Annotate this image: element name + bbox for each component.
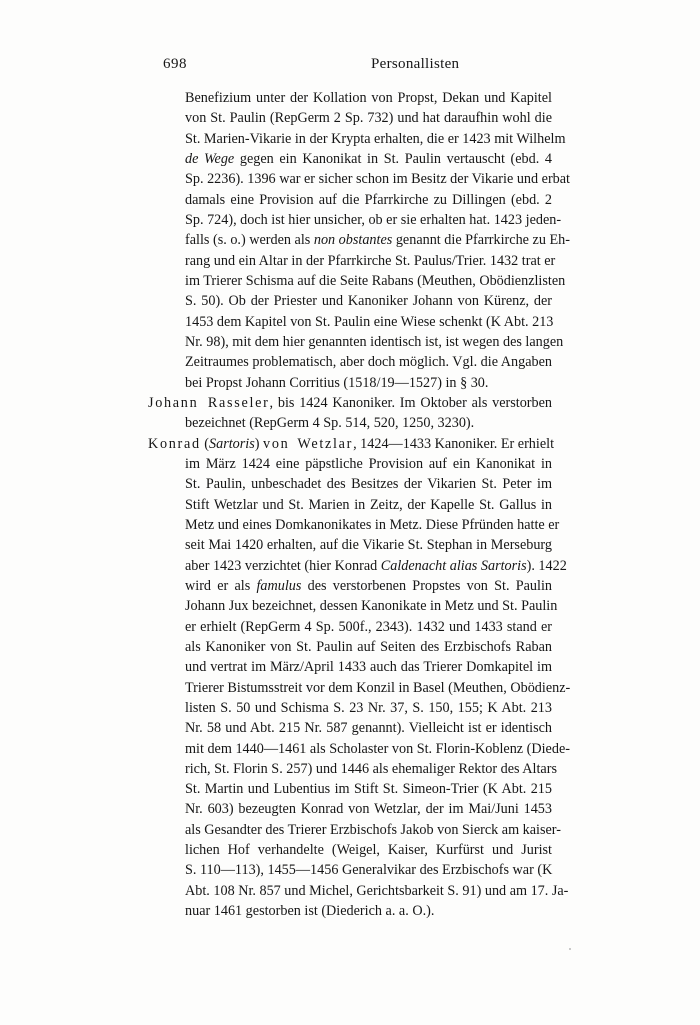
text-segment: Nr. 98), mit dem hier genannten identisch ist, ist wegen des langen xyxy=(185,333,564,350)
entry-name: von Wetzlar xyxy=(263,435,354,452)
text-segment: und vertrat im März/April 1433 auch das Trierer Domkapitel im xyxy=(185,659,552,676)
running-title: Personallisten xyxy=(371,56,460,72)
text-line xyxy=(148,373,552,393)
text-segment: als Gesandter des Trierer Erzbischofs Jakob von Sierck am kaiser- xyxy=(185,821,561,838)
italic-term: non obstantes xyxy=(313,232,393,249)
text-segment: ( xyxy=(200,435,210,452)
text-line xyxy=(148,596,558,616)
text-line xyxy=(148,190,552,210)
text-segment: falls (s. o.) werden als xyxy=(185,232,314,249)
text-segment: im März 1424 eine päpstliche Provision auf ein Kanonikat in xyxy=(185,455,552,472)
text-segment: lichen Hof verhandelte (Weigel, Kaiser, Kurfürst und Jurist xyxy=(185,842,552,859)
text-segment: , bis 1424 Kanoniker. Im Oktober als verstorben xyxy=(269,394,553,411)
text-body xyxy=(148,88,571,921)
text-segment: Nr. 58 und Abt. 215 Nr. 587 genannt). Vielleicht ist er identisch xyxy=(185,720,552,737)
running-header xyxy=(0,54,700,74)
text-line xyxy=(148,352,552,372)
text-segment: S. 50). Ob der Priester und Kanoniker Johann von Kürenz, der xyxy=(185,293,552,310)
text-segment: Metz und eines Domkanonikates in Metz. Diese Pfründen hatte er xyxy=(185,516,560,533)
italic-term: Sartoris xyxy=(209,435,255,452)
italic-term: Caldenacht alias Sartoris xyxy=(380,557,527,574)
text-segment: Sp. 724), doch ist hier unsicher, ob er sie erhalten hat. 1423 jeden- xyxy=(185,211,562,228)
text-line xyxy=(148,881,569,901)
text-line xyxy=(148,108,552,128)
text-segment: genannt die Pfarrkirche zu Eh- xyxy=(392,232,570,249)
text-segment: St. Paulin, unbeschadet des Besitzes der Vikarien St. Peter im xyxy=(185,476,552,493)
text-segment: wird er als xyxy=(185,577,257,594)
text-line xyxy=(148,739,570,759)
text-segment: St. Marien-Vikarie in der Krypta erhalten, die er 1423 mit Wilhelm xyxy=(185,130,566,147)
text-line xyxy=(148,759,557,779)
text-line xyxy=(148,901,552,921)
text-line xyxy=(148,637,552,657)
page-number: 698 xyxy=(163,56,187,72)
text-line xyxy=(148,678,571,698)
text-line xyxy=(148,129,566,149)
text-segment: Trierer Bistumsstreit vor dem Konzil in Basel (Meuthen, Obödienz- xyxy=(185,679,571,696)
text-segment: bei Propst Johann Corritius (1518/19—1527) in § 30. xyxy=(185,374,489,391)
italic-term: de Wege xyxy=(185,150,235,167)
text-segment: Benefizium unter der Kollation von Propst, Dekan und Kapitel xyxy=(185,90,552,106)
text-line xyxy=(148,576,552,596)
text-line xyxy=(148,434,555,454)
text-line xyxy=(148,535,552,555)
text-line xyxy=(148,556,567,576)
text-line xyxy=(148,251,556,271)
text-line xyxy=(148,515,560,535)
text-segment: bezeichnet (RepGerm 4 Sp. 514, 520, 1250, 3230). xyxy=(185,415,475,432)
text-segment: seit Mai 1420 erhalten, auf die Vikarie St. Stephan in Merseburg xyxy=(185,537,552,554)
text-segment: damals eine Provision auf die Pfarrkirche zu Dillingen (ebd. 2 xyxy=(185,191,552,208)
text-segment: nuar 1461 gestorben ist (Diederich a. a. O.). xyxy=(185,903,435,920)
entry-name: Konrad xyxy=(148,435,201,452)
text-line xyxy=(148,312,552,332)
scan-speck xyxy=(569,948,571,950)
text-segment: gegen ein Kanonikat in St. Paulin vertauscht (ebd. 4 xyxy=(234,150,553,167)
text-segment: des verstorbenen Propstes von St. Paulin xyxy=(301,577,552,594)
text-line xyxy=(148,169,571,189)
text-segment: Sp. 2236). 1396 war er sicher schon im Besitz der Vikarie und erbat xyxy=(185,171,571,188)
text-line xyxy=(148,413,552,433)
text-line xyxy=(148,657,552,677)
text-line xyxy=(148,860,552,880)
entry-name: Johann Rasseler xyxy=(148,394,270,411)
text-segment: Zeitraumes problematisch, aber doch möglich. Vgl. die Angaben xyxy=(185,354,552,371)
text-segment: rich, St. Florin S. 257) und 1446 als ehemaliger Rektor des Altars xyxy=(185,760,557,777)
text-line xyxy=(148,271,566,291)
text-segment: er erhielt (RepGerm 4 Sp. 500f., 2343). 1432 und 1433 stand er xyxy=(185,618,552,635)
text-segment: mit dem 1440—1461 als Scholaster von St. Florin-Koblenz (Diede- xyxy=(185,740,570,757)
text-line xyxy=(148,454,552,474)
text-line xyxy=(148,332,564,352)
text-segment: rang und ein Altar in der Pfarrkirche St. Paulus/Trier. 1432 trat er xyxy=(185,252,556,269)
text-segment: Nr. 603) bezeugten Konrad von Wetzlar, der im Mai/Juni 1453 xyxy=(185,801,552,818)
text-line xyxy=(148,474,552,494)
text-segment: ). 1422 xyxy=(526,557,567,574)
text-segment: S. 110—113), 1455—1456 Generalvikar des Erzbischofs war (K xyxy=(185,862,553,879)
text-segment: 1453 dem Kapitel von St. Paulin eine Wiese schenkt (K Abt. 213 xyxy=(185,313,554,330)
text-segment: Johann Jux bezeichnet, dessen Kanonikate in Metz und St. Paulin xyxy=(185,598,558,615)
text-segment: im Trierer Schisma auf die Seite Rabans (Meuthen, Obödienzlisten xyxy=(185,272,566,289)
text-segment: listen S. 50 und Schisma S. 23 Nr. 37, S. 150, 155; K Abt. 213 xyxy=(185,699,552,716)
text-segment: aber 1423 verzichtet (hier Konrad xyxy=(185,557,381,574)
italic-term: famulus xyxy=(256,577,302,594)
text-line xyxy=(148,779,552,799)
text-line xyxy=(148,718,552,738)
text-line xyxy=(148,210,562,230)
text-segment: , 1424—1433 Kanoniker. Er erhielt xyxy=(353,435,555,452)
text-line xyxy=(148,799,552,819)
text-segment: von St. Paulin (RepGerm 2 Sp. 732) und hat daraufhin wohl die xyxy=(185,110,552,127)
text-line xyxy=(148,698,552,718)
text-segment: St. Martin und Lubentius im Stift St. Simeon-Trier (K Abt. 215 xyxy=(185,781,552,798)
text-line xyxy=(148,393,552,413)
text-line xyxy=(148,291,552,311)
text-segment: ) xyxy=(254,435,264,452)
text-line xyxy=(148,840,552,860)
text-line xyxy=(148,149,552,169)
text-line xyxy=(148,495,552,515)
text-line xyxy=(148,820,561,840)
text-segment: als Kanoniker von St. Paulin auf Seiten des Erzbischofs Raban xyxy=(185,638,552,655)
text-line xyxy=(148,230,570,250)
text-line xyxy=(148,88,552,108)
text-segment: Stift Wetzlar und St. Marien in Zeitz, der Kapelle St. Gallus in xyxy=(185,496,552,513)
text-line xyxy=(148,617,552,637)
text-segment: Abt. 108 Nr. 857 und Michel, Gerichtsbarkeit S. 91) und am 17. Ja- xyxy=(185,882,569,899)
